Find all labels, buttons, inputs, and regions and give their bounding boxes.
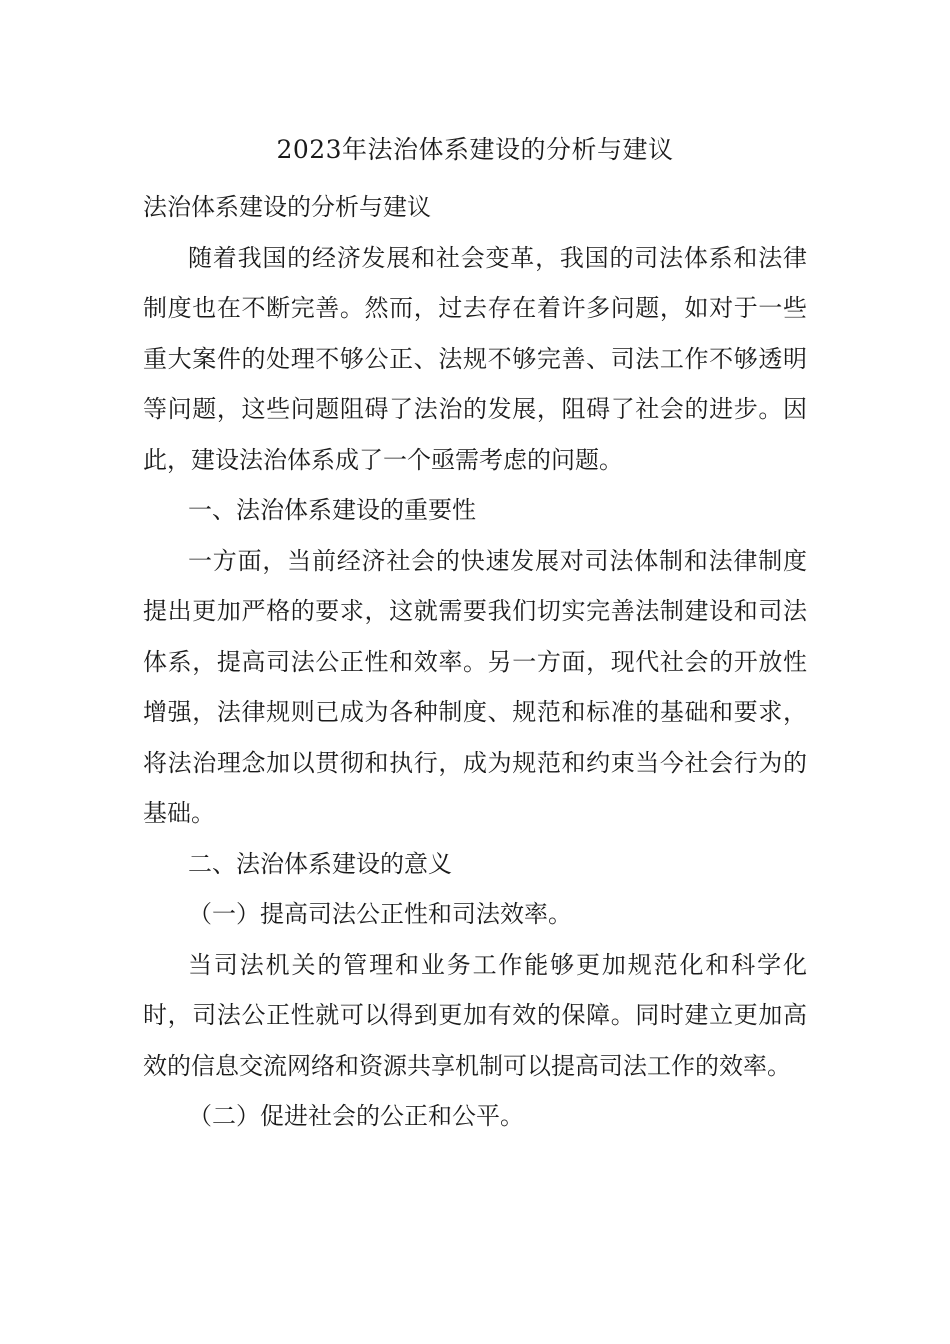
paragraph-intro: 随着我国的经济发展和社会变革，我国的司法体系和法律制度也在不断完善。然而，过去存在着许多问题，如对于一些重大案件的处理不够公正、法规不够完善、司法工作不够透明等问题，这些问题阻碍了法治的发展，阻碍了社会的进步。因此，建设法治体系成了一个亟需考虑的问题。 xyxy=(143,243,807,474)
subsection-heading-1: （一）提高司法公正性和司法效率。 xyxy=(188,900,572,928)
paragraph-importance: 一方面，当前经济社会的快速发展对司法体制和法律制度提出更加严格的要求，这就需要我们切实完善法制建设和司法体系，提高司法公正性和效率。另一方面，现代社会的开放性增强，法律规则已成为各种制度、规范和标准的基础和要求，将法治理念加以贯彻和执行，成为规范和约束当今社会行为的基础。 xyxy=(143,546,807,827)
section-heading-significance: 二、法治体系建设的意义 xyxy=(188,849,452,878)
paragraph-judicial-efficiency: 当司法机关的管理和业务工作能够更加规范化和科学化时，司法公正性就可以得到更加有效的保障。同时建立更加高效的信息交流网络和资源共享机制可以提高司法工作的效率。 xyxy=(143,950,807,1080)
document-body xyxy=(143,182,807,1142)
document-subtitle: 法治体系建设的分析与建议 xyxy=(143,193,431,221)
document-title: 2023年法治体系建设的分析与建议 xyxy=(276,135,674,164)
subsection-heading-2: （二）促进社会的公正和公平。 xyxy=(188,1102,524,1130)
section-heading-importance: 一、法治体系建设的重要性 xyxy=(188,496,476,524)
